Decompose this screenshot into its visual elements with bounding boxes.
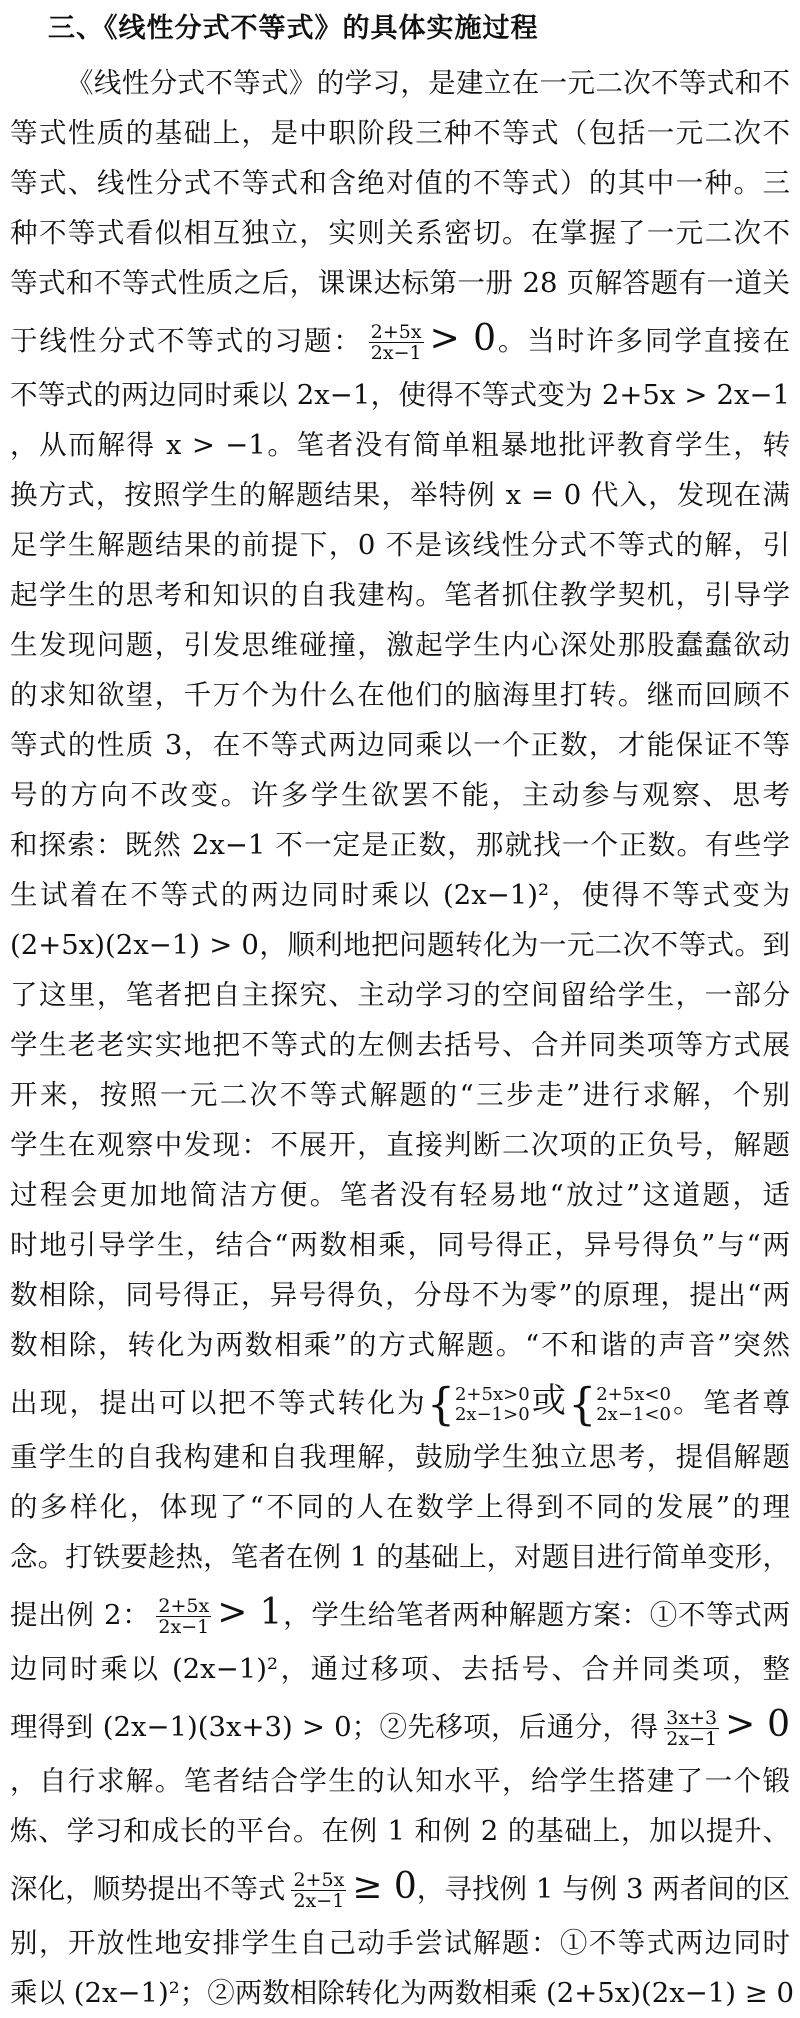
paragraph-line: 换方式，按照学生的解题结果，举特例 x = 0 代入，发现在满 [10,479,790,511]
paragraph-line: 的求知欲望，千万个为什么在他们的脑海里打转。继而回顾不 [10,679,790,711]
paragraph-line: 边同时乘以 (2x−1)²，通过移项、去括号、合并同类项，整 [10,1653,790,1685]
paragraph-line: 号的方向不改变。许多学生欲罢不能，主动参与观察、思考 [10,779,790,811]
paragraph-line: 时地引导学生，结合“两数相乘，同号得正，异号得负”与“两 [10,1229,790,1261]
line-text: 。当时许多同学直接在 [496,325,791,357]
paragraph-line-with-fraction [10,1856,790,1918]
paragraph-line-with-fraction [10,308,790,370]
paragraph-line: 起学生的思考和知识的自我建构。笔者抓住教学契机，引导学 [10,579,790,611]
section-heading: 三、《线性分式不等式》的具体实施过程 [48,13,539,44]
paragraph-line: 等式、线性分式不等式和含绝对值的不等式）的其中一种。三 [10,167,790,199]
fraction-numerator: 2+5x [293,1869,345,1891]
paragraph-line: 了这里，笔者把自主探究、主动学习的空间留给学生，一部分 [10,979,790,1011]
paragraph-line: 的多样化，体现了“不同的人在数学上得到不同的发展”的理 [10,1491,790,1523]
or-word: 或 [529,1381,569,1421]
paragraph-line: 数相除，转化为两数相乘”的方式解题。“不和谐的声音”突然 [10,1329,790,1361]
paragraph-line: 学生在观察中发现：不展开，直接判断二次项的正负号，解题 [10,1129,790,1161]
system-row: 2x−1<0 [596,1404,671,1426]
paragraph-line: 念。打铁要趁热，笔者在例 1 的基础上，对题目进行简单变形， [10,1541,790,1573]
fraction-denominator: 2x−1 [666,1728,718,1750]
paragraph-line: 炼、学习和成长的平台。在例 1 和例 2 的基础上，加以提升、 [10,1815,790,1847]
paragraph-line: 生发现问题，引发思维碰撞，激起学生内心深处那股蠢蠢欲动 [10,629,790,661]
fraction-numerator: 2+5x [370,321,422,343]
fraction [291,1870,346,1911]
paragraph-line: 过程会更加地简洁方便。笔者没有轻易地“放过”这道题，适 [10,1179,790,1211]
paragraph-line: 种不等式看似相互独立，实则关系密切。在掌握了一元二次不 [10,217,790,249]
paragraph-line: 数相除，同号得正，异号得负，分母不为零”的原理，提出“两 [10,1279,790,1311]
fraction-numerator: 3x+3 [666,1707,718,1729]
line-text: ，寻找例 1 与例 3 两者间的区 [416,1873,790,1905]
inequality-system: {2+5x>0 2x−1>0 [426,1379,530,1431]
paragraph-line-with-fraction [10,1694,790,1756]
paragraph-line: (2+5x)(2x−1) > 0，顺利地把问题转化为一元二次不等式。到 [10,929,790,961]
fraction [664,1708,719,1749]
line-text: ，学生给笔者两种解题方案：①不等式两 [282,1599,790,1631]
paragraph-line: ，从而解得 x > −1。笔者没有简单粗暴地批评教育学生，转 [10,429,790,461]
inequality-relation: > 0 [429,318,497,359]
inequality-relation: > 0 [725,1704,791,1745]
fraction-denominator: 2x−1 [293,1890,345,1912]
line-text: 理得到 (2x−1)(3x+3) > 0；②先移项，后通分，得 [10,1711,659,1743]
system-row: 2+5x<0 [596,1384,671,1406]
paragraph-line: 不等式的两边同时乘以 2x−1，使得不等式变为 2+5x > 2x−1 [10,379,790,411]
fraction [369,322,424,363]
inequality-relation: > 1 [217,1592,283,1633]
paragraph-line: ，自行求解。笔者结合学生的认知水平，给学生搭建了一个锻 [10,1765,790,1797]
paragraph-line: 等式的性质 3，在不等式两边同乘以一个正数，才能保证不等 [10,729,790,761]
paragraph-line: 乘以 (2x−1)²；②两数相除转化为两数相乘 (2+5x)(2x−1) ≥ 0 [10,1977,795,2009]
paragraph-line: 足学生解题结果的前提下，0 不是该线性分式不等式的解，引 [10,529,790,561]
fraction-numerator: 2+5x [158,1595,210,1617]
fraction-denominator: 2x−1 [158,1616,210,1638]
fraction-denominator: 2x−1 [370,342,422,364]
paragraph-line: 学生老老实实地把不等式的左侧去括号、合并同类项等方式展 [10,1029,790,1061]
line-text: 出现，提出可以把不等式转化为 [10,1387,427,1419]
paragraph-line: 重学生的自我构建和自我理解，鼓励学生独立思考，提倡解题 [10,1441,790,1473]
inequality-relation: ≥ 0 [352,1866,417,1907]
inequality-system: {2+5x<0 2x−1<0 [568,1379,671,1431]
line-text: 于线性分式不等式的习题： [10,325,363,357]
system-row: 2+5x>0 [454,1384,530,1406]
paragraph-line-with-fraction [10,1582,790,1644]
line-text: 。笔者尊 [670,1387,791,1419]
paragraph-line: 等式性质的基础上，是中职阶段三种不等式（包括一元二次不 [10,117,790,149]
line-text: 提出例 2： [10,1599,151,1631]
line-text: 深化，顺势提出不等式 [10,1873,286,1905]
paragraph-line: 等式和不等式性质之后，课课达标第一册 28 页解答题有一道关 [10,267,790,299]
paragraph-line: 开来，按照一元二次不等式解题的“三步走”进行求解，个别 [10,1079,790,1111]
paragraph-line: 《线性分式不等式》的学习，是建立在一元二次不等式和不 [66,67,790,99]
paragraph-line: 和探索：既然 2x−1 不一定是正数，那就找一个正数。有些学 [10,829,790,861]
paragraph-line-with-system [10,1370,790,1432]
system-row: 2x−1>0 [454,1404,530,1426]
paragraph-line: 生试着在不等式的两边同时乘以 (2x−1)²，使得不等式变为 [10,879,790,911]
paragraph-line: 别，开放性地安排学生自己动手尝试解题：①不等式两边同时 [10,1927,790,1959]
fraction [156,1596,211,1637]
